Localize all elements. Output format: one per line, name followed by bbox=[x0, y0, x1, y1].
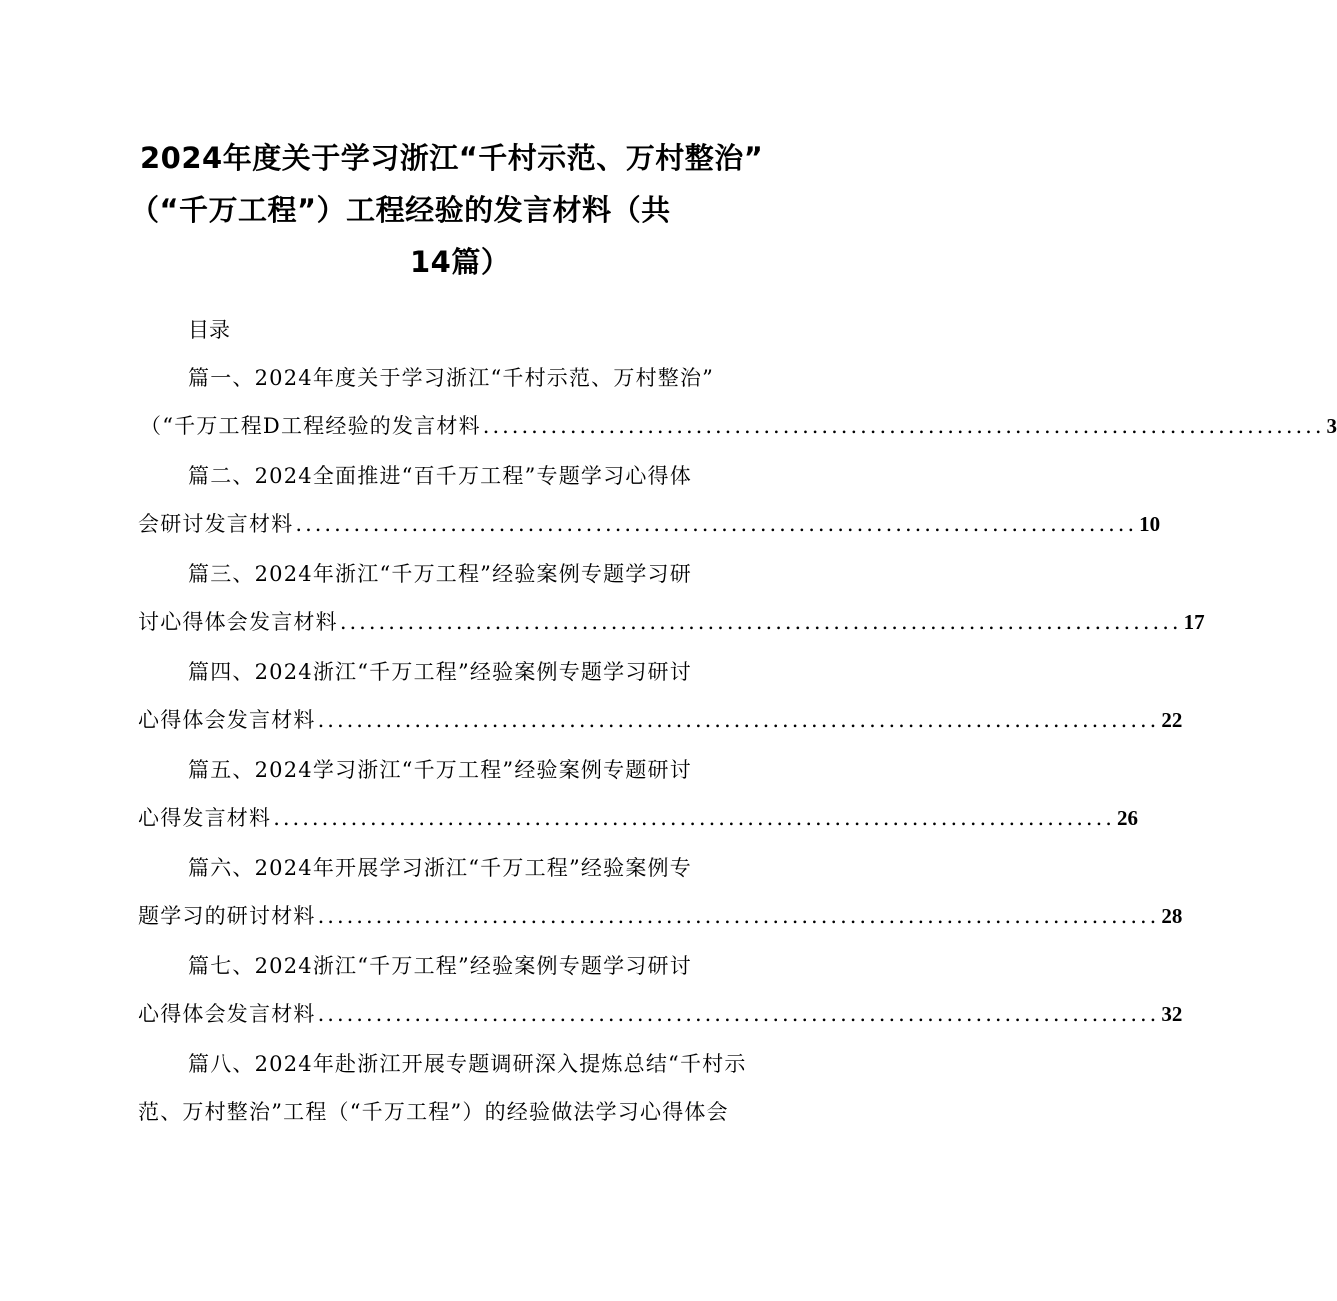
toc-leader-dots: ....................................................................................... bbox=[273, 806, 1115, 830]
toc-entry-4[interactable] bbox=[138, 656, 1183, 754]
toc-entry-title: 篇四、2024浙江“千万工程”经验案例专题学习研讨 bbox=[188, 660, 692, 684]
title-line-2: （“千万工程”）工程经验的发言材料（共 bbox=[130, 193, 671, 227]
toc-heading: 目录 bbox=[188, 318, 230, 342]
toc-entry-title: 篇三、2024年浙江“千万工程”经验案例专题学习研 bbox=[188, 562, 692, 586]
toc-entry-title: 篇五、2024学习浙江“千万工程”经验案例专题研讨 bbox=[188, 758, 692, 782]
toc-page-number: 17 bbox=[1183, 610, 1205, 634]
toc-entry-8[interactable] bbox=[138, 1048, 773, 1144]
toc-entry-title-cont: 会研讨发言材料 bbox=[138, 512, 294, 536]
toc-entry-title: 篇一、2024年度关于学习浙江“千村示范、万村整治” bbox=[188, 366, 715, 390]
toc-entry-7[interactable] bbox=[138, 950, 1183, 1048]
toc-leader-dots: ....................................................................................... bbox=[317, 1002, 1160, 1026]
toc-entry-title-cont: 心得体会发言材料 bbox=[138, 1002, 316, 1026]
toc-page-number: 32 bbox=[1161, 1002, 1183, 1026]
table-of-contents bbox=[138, 362, 1337, 1144]
toc-entry-title: 篇六、2024年开展学习浙江“千万工程”经验案例专 bbox=[188, 856, 692, 880]
toc-leader-dots: ....................................................................................... bbox=[295, 512, 1138, 536]
title-line-1: 2024年度关于学习浙江“千村示范、万村整治” bbox=[140, 141, 764, 175]
toc-entry-title: 篇七、2024浙江“千万工程”经验案例专题学习研讨 bbox=[188, 954, 692, 978]
toc-entry-title-cont: 题学习的研讨材料 bbox=[138, 904, 316, 928]
toc-page-number: 22 bbox=[1161, 708, 1183, 732]
toc-page-number: 26 bbox=[1116, 806, 1138, 830]
toc-entry-6[interactable] bbox=[138, 852, 1183, 950]
toc-entry-5[interactable] bbox=[138, 754, 1138, 852]
toc-leader-dots: ....................................................................................... bbox=[482, 414, 1325, 438]
title-line-3: 14篇） bbox=[410, 245, 511, 279]
toc-entry-title-cont: （“千万工程D工程经验的发言材料 bbox=[140, 414, 481, 438]
toc-leader-dots: ....................................................................................... bbox=[317, 708, 1160, 732]
toc-entry-title: 篇二、2024全面推进“百千万工程”专题学习心得体 bbox=[188, 464, 692, 488]
toc-entry-3[interactable] bbox=[138, 558, 1205, 656]
toc-entry-title-cont: 范、万村整治”工程（“千万工程”）的经验做法学习心得体会 bbox=[138, 1100, 729, 1124]
document-title bbox=[130, 132, 790, 288]
toc-leader-dots: ....................................................................................... bbox=[339, 610, 1182, 634]
toc-entry-title: 篇八、2024年赴浙江开展专题调研深入提炼总结“千村示 bbox=[188, 1052, 747, 1076]
toc-entry-title-cont: 心得体会发言材料 bbox=[138, 708, 316, 732]
toc-page-number: 3 bbox=[1326, 414, 1337, 438]
toc-entry-title-cont: 讨心得体会发言材料 bbox=[138, 610, 338, 634]
toc-entry-title-cont: 心得发言材料 bbox=[138, 806, 272, 830]
toc-leader-dots: ....................................................................................... bbox=[317, 904, 1160, 928]
toc-page-number: 28 bbox=[1161, 904, 1183, 928]
toc-page-number: 10 bbox=[1139, 512, 1161, 536]
toc-entry-1[interactable] bbox=[138, 362, 1337, 460]
toc-entry-2[interactable] bbox=[138, 460, 1161, 558]
